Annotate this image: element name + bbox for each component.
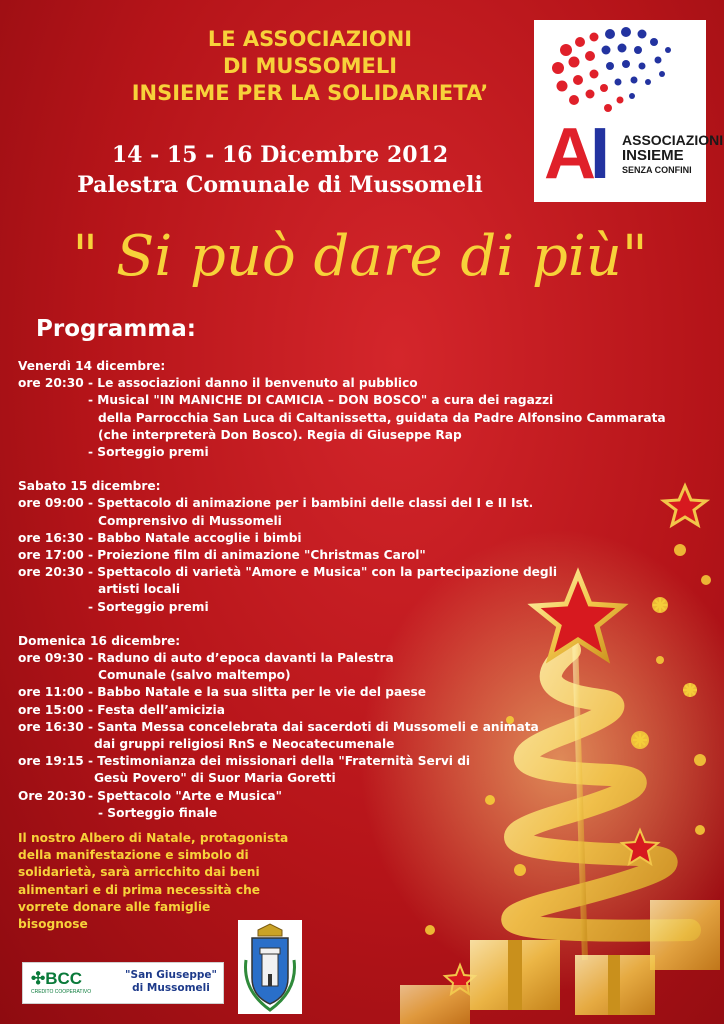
note-line: Il nostro Albero di Natale, protagonista <box>18 831 289 845</box>
gift-box <box>650 900 720 970</box>
event-time: ore 16:30 <box>18 719 84 734</box>
bcc-name-line: di Mussomeli <box>132 982 210 994</box>
logo-letter-a: A <box>544 114 590 194</box>
program-event <box>18 684 678 701</box>
event-line: - Le associazioni danno il benvenuto al pubblico <box>88 376 418 391</box>
event-line: - Testimonianza dei missionari della "Fraternità Servi di <box>88 754 471 769</box>
event-line: - Sorteggio finale <box>98 805 218 820</box>
event-time: ore 19:15 <box>18 754 84 769</box>
note-line: bisognose <box>18 917 88 932</box>
day-title: Domenica 16 dicembre: <box>18 633 181 648</box>
logo-line-1: ASSOCIAZIONI <box>622 132 724 148</box>
header-title-line: DI MUSSOMELI <box>222 54 398 78</box>
note-line: della manifestazione e simbolo di <box>18 848 249 863</box>
logo-text <box>622 132 723 176</box>
event-time: ore 16:30 <box>18 530 84 545</box>
event-time: ore 20:30 <box>18 565 84 580</box>
logo-ai-letters <box>544 114 605 194</box>
bcc-logo-label: BCC <box>45 969 83 988</box>
program-event <box>18 702 678 719</box>
event-line: artisti locali <box>98 582 181 597</box>
program-event <box>18 495 678 529</box>
program-event <box>18 650 678 684</box>
event-dates-line: 14 - 15 - 16 Dicembre 2012 <box>111 142 449 168</box>
event-dates <box>30 140 530 200</box>
note-line: solidarietà, sarà arricchito dai beni <box>18 865 260 880</box>
logo-line-3: SENZA CONFINI <box>622 165 692 175</box>
program-event <box>18 530 678 547</box>
event-line: - Proiezione film di animazione "Christmas Carol" <box>88 548 426 563</box>
event-line: - Sorteggio premi <box>88 599 209 614</box>
event-line: Comunale (salvo maltempo) <box>98 668 291 683</box>
event-line: - Musical "IN MANICHE DI CAMICIA – DON BOSCO" a cura dei ragazzi <box>88 393 554 408</box>
event-line: - Raduno di auto d’epoca davanti la Palestra <box>88 651 394 666</box>
header-title <box>110 26 510 107</box>
program-event <box>18 547 678 564</box>
event-time: Ore 20:30 <box>18 788 86 803</box>
program-event <box>18 375 678 461</box>
bcc-subtitle: CREDITO COOPERATIVO <box>31 989 92 995</box>
slogan: " Si può dare di più" <box>72 224 648 289</box>
event-line: Comprensivo di Mussomeli <box>98 513 282 528</box>
program-event <box>18 719 678 753</box>
event-time: ore 11:00 <box>18 685 84 700</box>
event-line: Gesù Povero" di Suor Maria Goretti <box>94 771 336 786</box>
event-time: ore 15:00 <box>18 702 84 717</box>
event-line: - Babbo Natale accoglie i bimbi <box>88 530 302 545</box>
logo-letter-i: I <box>590 114 605 194</box>
program-event <box>18 788 678 822</box>
event-line: - Spettacolo "Arte e Musica" <box>88 788 283 803</box>
event-line: - Babbo Natale e la sua slitta per le vie del paese <box>88 685 427 700</box>
program-event <box>18 564 678 616</box>
event-time: ore 09:30 <box>18 651 84 666</box>
event-line: dai gruppi religiosi RnS e Neocatecumenale <box>94 737 395 752</box>
event-line: (che interpreterà Don Bosco). Regia di Giuseppe Rap <box>98 427 462 442</box>
event-line: - Spettacolo di animazione per i bambini delle classi del I e II Ist. <box>88 496 534 511</box>
day-title: Sabato 15 dicembre: <box>18 479 161 494</box>
crest-icon <box>238 920 302 1014</box>
tree-note <box>18 830 308 933</box>
note-line: vorrete donare alle famiglie <box>18 899 211 914</box>
program-heading: Programma: <box>36 316 196 342</box>
bcc-name-line: "San Giuseppe" <box>125 969 217 981</box>
day-title: Venerdì 14 dicembre: <box>18 359 166 373</box>
header-title-line: LE ASSOCIAZIONI <box>207 27 413 51</box>
logo-line-2: INSIEME <box>622 147 684 164</box>
bcc-logo-text: ✣BCC <box>31 969 83 988</box>
event-venue-line: Palestra Comunale di Mussomeli <box>77 172 483 198</box>
municipal-crest <box>238 920 302 1014</box>
program-day <box>18 633 678 822</box>
event-time: ore 17:00 <box>18 548 84 563</box>
program-event <box>18 753 678 787</box>
associazioni-insieme-logo <box>534 20 724 202</box>
program-schedule <box>18 358 678 839</box>
event-line: - Festa dell’amicizia <box>88 702 225 717</box>
header-title-line: INSIEME PER LA SOLIDARIETA’ <box>131 81 489 105</box>
event-line: - Spettacolo di varietà "Amore e Musica" con la partecipazione degli <box>88 565 558 580</box>
event-time: ore 20:30 <box>18 376 84 391</box>
program-day <box>18 358 678 461</box>
event-line: della Parrocchia San Luca di Caltanissetta, guidata da Padre Alfonsino Cammarata <box>98 410 666 425</box>
bcc-branch-name <box>123 969 219 995</box>
event-time: ore 09:00 <box>18 496 84 511</box>
event-line: - Sorteggio premi <box>88 445 209 460</box>
note-line: alimentari e di prima necessità che <box>18 882 261 897</box>
event-line: - Santa Messa concelebrata dai sacerdoti di Mussomeli e animata <box>88 719 539 734</box>
bcc-sponsor-logo <box>22 962 224 1004</box>
program-day <box>18 478 678 616</box>
